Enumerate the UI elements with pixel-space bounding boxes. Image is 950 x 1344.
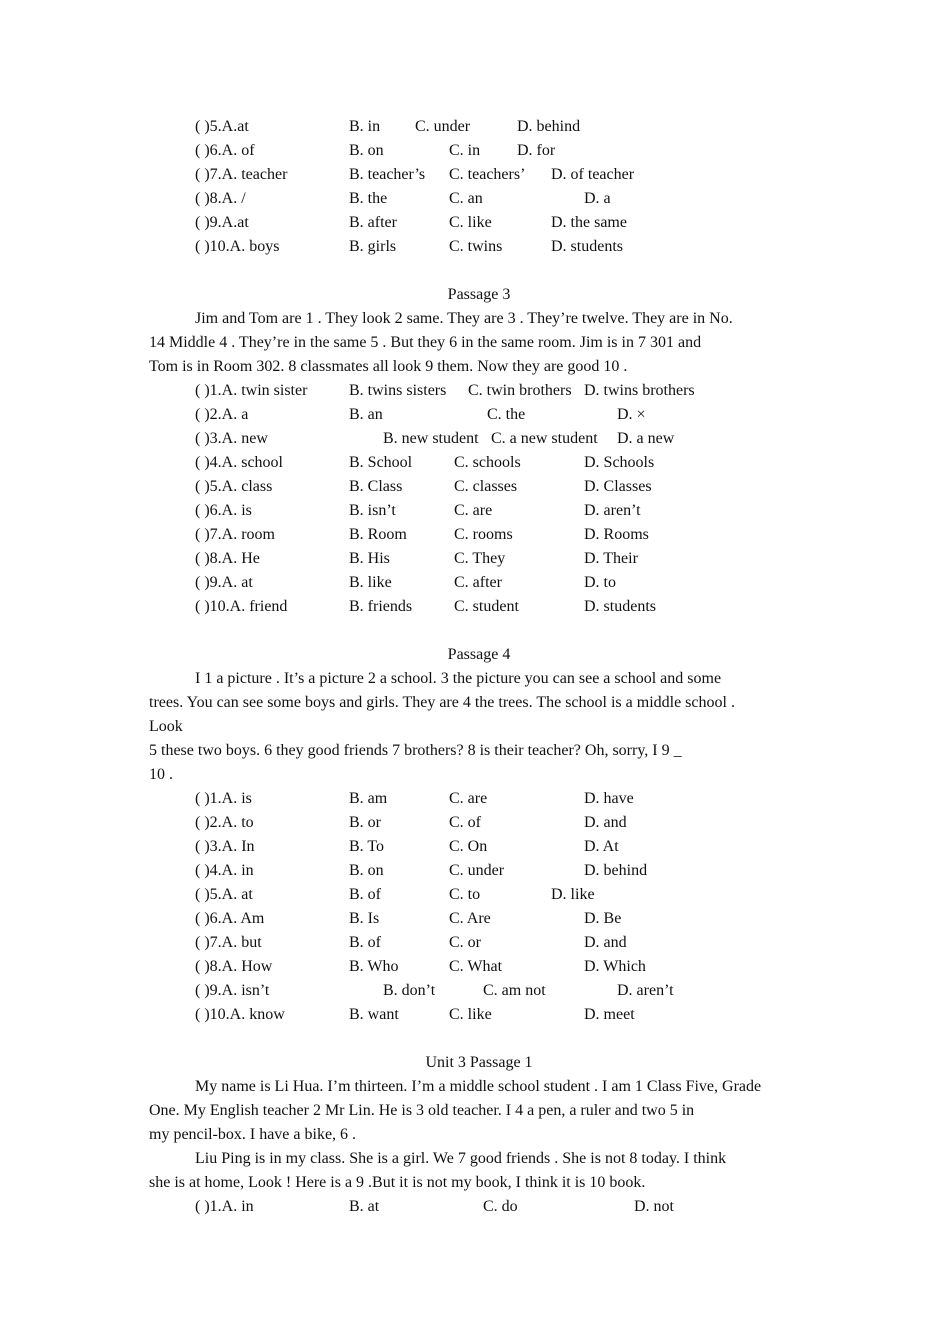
option-d: D. like xyxy=(551,886,595,903)
option-d: D. students xyxy=(551,238,623,255)
option-b: B. To xyxy=(349,838,385,855)
option-b: B. twins sisters xyxy=(349,382,447,399)
option-b: B. Is xyxy=(349,910,380,927)
option-row xyxy=(149,475,809,499)
option-c: C. of xyxy=(449,814,481,831)
option-row xyxy=(149,1003,809,1027)
option-row xyxy=(149,523,809,547)
option-b: B. Room xyxy=(349,526,407,543)
question-number: ( )6.A. is xyxy=(195,502,252,519)
question-number: ( )5.A. at xyxy=(195,886,253,903)
option-b: B. School xyxy=(349,454,413,471)
option-d: D. a xyxy=(584,190,611,207)
option-d: D. have xyxy=(584,790,634,807)
option-b: B. Class xyxy=(349,478,403,495)
text-line: my pencil-box. I have a bike, 6 . xyxy=(149,1126,357,1143)
passage-title: Passage 3 xyxy=(447,286,511,303)
question-number: ( )10.A. know xyxy=(195,1006,285,1023)
passage-title: Unit 3 Passage 1 xyxy=(425,1054,533,1071)
question-number: ( )4.A. school xyxy=(195,454,283,471)
question-number: ( )8.A. How xyxy=(195,958,273,975)
option-c: C. like xyxy=(449,214,492,231)
option-c: C. On xyxy=(449,838,488,855)
question-number: ( )10.A. friend xyxy=(195,598,288,615)
option-c: C. a new student xyxy=(491,430,598,447)
option-row xyxy=(149,403,809,427)
question-number: ( )7.A. teacher xyxy=(195,166,288,183)
question-number: ( )1.A. is xyxy=(195,790,252,807)
option-c: C. schools xyxy=(454,454,521,471)
option-c: C. after xyxy=(454,574,502,591)
option-d: D. twins brothers xyxy=(584,382,695,399)
option-b: B. an xyxy=(349,406,383,423)
option-row xyxy=(149,859,809,883)
option-row xyxy=(149,955,809,979)
question-number: ( )2.A. to xyxy=(195,814,254,831)
option-b: B. teacher’s xyxy=(349,166,426,183)
option-d: D. to xyxy=(584,574,616,591)
text-line: Jim and Tom are 1 . They look 2 same. They are 3 . They’re twelve. They are in No. xyxy=(195,310,733,327)
option-row xyxy=(149,1195,809,1219)
option-b: B. Who xyxy=(349,958,399,975)
option-d: D. Schools xyxy=(584,454,655,471)
option-row xyxy=(149,907,809,931)
option-row xyxy=(149,211,809,235)
question-number: ( )5.A.at xyxy=(195,118,249,135)
option-row xyxy=(149,451,809,475)
option-c: C. twin brothers xyxy=(468,382,572,399)
passage-text xyxy=(149,667,809,787)
option-d: D. Which xyxy=(584,958,646,975)
question-number: ( )2.A. a xyxy=(195,406,249,423)
option-c: C. Are xyxy=(449,910,491,927)
option-c: C. under xyxy=(449,862,505,879)
option-d: D. Classes xyxy=(584,478,652,495)
passage-title: Passage 4 xyxy=(447,646,511,663)
option-c: C. They xyxy=(454,550,506,567)
text-line: Look xyxy=(149,718,183,735)
option-row xyxy=(149,835,809,859)
question-number: ( )1.A. twin sister xyxy=(195,382,308,399)
option-d: D. meet xyxy=(584,1006,635,1023)
option-b: B. want xyxy=(349,1006,399,1023)
option-b: B. friends xyxy=(349,598,413,615)
option-c: C. rooms xyxy=(454,526,513,543)
question-number: ( )1.A. in xyxy=(195,1198,254,1215)
option-b: B. at xyxy=(349,1198,380,1215)
option-row xyxy=(149,547,809,571)
option-d: D. aren’t xyxy=(584,502,641,519)
option-row xyxy=(149,571,809,595)
option-row xyxy=(149,979,809,1003)
option-d: D. behind xyxy=(584,862,648,879)
text-line: trees. You can see some boys and girls. They are 4 the trees. The school is a middle school . xyxy=(149,694,735,711)
option-b: B. like xyxy=(349,574,392,591)
option-c: C. student xyxy=(454,598,519,615)
option-d: D. Be xyxy=(584,910,622,927)
question-number: ( )9.A. at xyxy=(195,574,253,591)
option-b: B. or xyxy=(349,814,381,831)
option-b: B. the xyxy=(349,190,388,207)
option-d: D. the same xyxy=(551,214,627,231)
option-row xyxy=(149,811,809,835)
option-c: C. do xyxy=(483,1198,518,1215)
option-b: B. girls xyxy=(349,238,397,255)
text-line: My name is Li Hua. I’m thirteen. I’m a middle school student . I am 1 Class Five, Grade xyxy=(195,1078,762,1095)
option-d: D. Rooms xyxy=(584,526,649,543)
option-b: B. after xyxy=(349,214,397,231)
option-d: D. for xyxy=(517,142,556,159)
question-number: ( )8.A. / xyxy=(195,190,246,207)
option-c: C. the xyxy=(487,406,526,423)
option-b: B. isn’t xyxy=(349,502,396,519)
option-row xyxy=(149,427,809,451)
option-c: C. What xyxy=(449,958,503,975)
question-number: ( )8.A. He xyxy=(195,550,260,567)
text-line: I 1 a picture . It’s a picture 2 a school. 3 the picture you can see a school and some xyxy=(195,670,722,687)
option-b: B. in xyxy=(349,118,381,135)
option-row xyxy=(149,499,809,523)
top-options xyxy=(149,115,809,259)
option-b: B. new student xyxy=(383,430,479,447)
text-line: 14 Middle 4 . They’re in the same 5 . But they 6 in the same room. Jim is in 7 301 and xyxy=(149,334,702,351)
option-row xyxy=(149,787,809,811)
option-d: D. At xyxy=(584,838,619,855)
option-d: D. students xyxy=(584,598,656,615)
text-line: Tom is in Room 302. 8 classmates all look 9 them. Now they are good 10 . xyxy=(149,358,628,375)
option-b: B. on xyxy=(349,142,384,159)
question-number: ( )10.A. boys xyxy=(195,238,280,255)
option-c: C. twins xyxy=(449,238,503,255)
text-line: One. My English teacher 2 Mr Lin. He is 3 old teacher. I 4 a pen, a ruler and two 5 in xyxy=(149,1102,695,1119)
option-row xyxy=(149,187,809,211)
option-d: D. behind xyxy=(517,118,581,135)
option-row xyxy=(149,139,809,163)
passage-text xyxy=(149,307,809,379)
option-c: C. am not xyxy=(483,982,546,999)
worksheet-page xyxy=(149,115,809,1219)
option-c: C. like xyxy=(449,1006,492,1023)
option-c: C. or xyxy=(449,934,481,951)
text-line: 5 these two boys. 6 they good friends 7 brothers? 8 is their teacher? Oh, sorry, I 9 _ xyxy=(149,742,682,759)
option-c: C. to xyxy=(449,886,481,903)
question-number: ( )3.A. In xyxy=(195,838,255,855)
option-b: B. am xyxy=(349,790,388,807)
question-number: ( )6.A. of xyxy=(195,142,255,159)
option-c: C. under xyxy=(415,118,471,135)
option-c: C. in xyxy=(449,142,481,159)
passage-options xyxy=(149,1195,809,1219)
option-c: C. are xyxy=(454,502,493,519)
question-number: ( )5.A. class xyxy=(195,478,273,495)
option-b: B. on xyxy=(349,862,384,879)
option-row xyxy=(149,379,809,403)
passage-options xyxy=(149,787,809,1027)
question-number: ( )7.A. room xyxy=(195,526,275,543)
option-d: D. × xyxy=(617,406,646,423)
option-row xyxy=(149,883,809,907)
option-d: D. and xyxy=(584,814,627,831)
option-b: B. of xyxy=(349,934,381,951)
option-b: B. of xyxy=(349,886,381,903)
option-row xyxy=(149,931,809,955)
option-d: D. and xyxy=(584,934,627,951)
option-c: C. are xyxy=(449,790,488,807)
option-d: D. a new xyxy=(617,430,675,447)
text-line: Liu Ping is in my class. She is a girl. We 7 good friends . She is not 8 today. I think xyxy=(195,1150,727,1167)
option-c: C. teachers’ xyxy=(449,166,526,183)
option-row xyxy=(149,115,809,139)
question-number: ( )6.A. Am xyxy=(195,910,265,927)
option-d: D. of teacher xyxy=(551,166,635,183)
option-c: C. an xyxy=(449,190,483,207)
question-number: ( )7.A. but xyxy=(195,934,262,951)
option-row xyxy=(149,163,809,187)
option-b: B. don’t xyxy=(383,982,436,999)
passage-text xyxy=(149,1075,809,1195)
option-b: B. His xyxy=(349,550,390,567)
question-number: ( )9.A. isn’t xyxy=(195,982,270,999)
option-row xyxy=(149,595,809,619)
option-row xyxy=(149,235,809,259)
option-d: D. Their xyxy=(584,550,638,567)
question-number: ( )9.A.at xyxy=(195,214,249,231)
text-line: 10 . xyxy=(149,766,173,783)
passage-options xyxy=(149,379,809,619)
option-c: C. classes xyxy=(454,478,518,495)
option-d: D. aren’t xyxy=(617,982,674,999)
text-line: she is at home, Look ! Here is a 9 .But it is not my book, I think it is 10 book. xyxy=(149,1174,646,1191)
option-d: D. not xyxy=(634,1198,674,1215)
question-number: ( )4.A. in xyxy=(195,862,254,879)
question-number: ( )3.A. new xyxy=(195,430,268,447)
